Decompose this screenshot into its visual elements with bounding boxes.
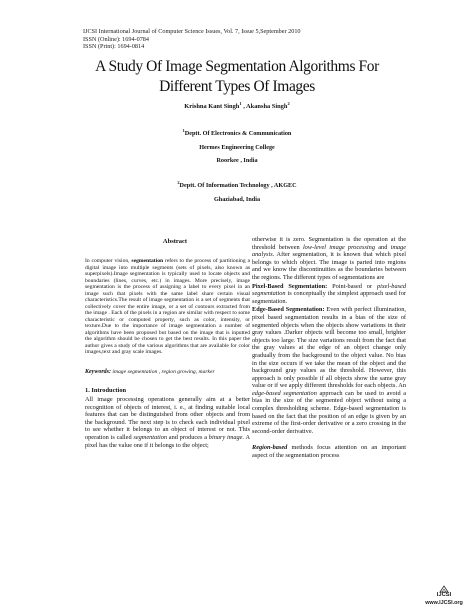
author-2: , Akansha Singh <box>241 103 288 111</box>
author-1-marker: 1 <box>239 101 242 106</box>
right-column <box>252 236 406 460</box>
affiliation-2-marker: 2 <box>177 180 180 185</box>
intro-text-mid: and produces a <box>167 433 209 441</box>
seg-text-b: and <box>374 243 391 251</box>
edge-based-paragraph <box>252 306 406 435</box>
intro-text-end: . A pixel has the value one if it belongs to the object; <box>85 433 250 449</box>
intro-text-start: All image processing operations generally aim at a better recognition of objects of interest, i. e., at finding suitable local features that can be distinguished from other objects and from the background. The next step is to check each individual pixel to see whether it belongs to an object of interest or not. This operation is called <box>85 396 250 441</box>
pixel-term: pixel-based segmentation <box>252 282 406 298</box>
title-line-1: A Study Of Image Segmentation Algorithms For <box>95 58 379 75</box>
author-2-marker: 2 <box>287 101 290 106</box>
affiliation-1 <box>0 124 474 168</box>
author-line <box>0 101 474 110</box>
title-line-2: Different Types Of Images <box>159 78 315 95</box>
seg-text-a: otherwise it is zero. Segmentation is the operation at the threshold between <box>252 236 406 251</box>
edge-text-b: approach can be used to avoid a bias in the size of the segmented object without using a complex thresholding scheme. Edge-based segmentation is based on the fact that the position of an edge is given by an extreme of the first-order derivative or a zero crossing in the second-order derivative. <box>252 389 406 435</box>
edge-based-heading: Edge-Based Segmentation: <box>252 306 325 314</box>
region-based-heading: Region-based <box>252 444 288 452</box>
ijcsi-logo <box>420 585 468 609</box>
logo-url: www.IJCSI.org <box>425 600 463 606</box>
keywords-value: image segmentation , region growing, marker <box>111 368 215 375</box>
abstract-heading: Abstract <box>162 238 188 245</box>
region-text: methods focus attention on an important aspect of the segmentation process <box>252 444 406 460</box>
paper-title <box>0 57 474 97</box>
segmentation-paragraph <box>252 236 406 282</box>
introduction-heading: 1. Introduction <box>85 387 127 394</box>
pixel-text-a: Point-based or <box>327 282 377 290</box>
edge-text-a: Even with perfect illumination, pixel based segmentation results in a bias of the size of segmented objects when the objects show variations in their gray values .Darker objects will become too small, brighter objects too large. The size variations result from the fact that the gray values at the edge of an object change only gradually from the background to the object value. No bias in the size occurs if we take the mean of the object and the background gray values as the threshold. However, this approach is only possible if all objects show the same gray value or if we apply different thresholds for each objects. An <box>252 306 406 390</box>
keywords-label: Keywords: <box>85 368 111 375</box>
intro-term-binary-image: binary image <box>208 433 243 441</box>
author-1: Krishna Kant Singh <box>184 103 240 111</box>
left-column <box>85 238 265 449</box>
edge-term: edge-based segmentation <box>252 389 317 397</box>
region-based-paragraph <box>252 444 406 459</box>
affiliation-1-city: Roorkee , India <box>216 157 258 165</box>
issn-online: ISSN (Online): 1694-0784 <box>83 35 149 43</box>
affiliation-1-marker: 1 <box>182 128 185 133</box>
pixel-based-heading: Pixel-Based Segmentation: <box>252 282 328 290</box>
affiliation-2 <box>0 176 474 206</box>
abstract-term: segmentation <box>131 258 164 264</box>
affiliation-1-dept: Deptt. Of Electronics & Communication <box>184 130 292 138</box>
pixel-text-b: is conceptually the simplest approach used for segmentation. <box>252 290 406 305</box>
abstract-text <box>85 258 250 356</box>
affiliation-1-college: Hermes Engineering College <box>199 143 275 151</box>
abstract-text-rest: refers to the process of partitioning a digital image into multiple segments (sets of pixels, also known as superpixels).Image segmentation is typically used to locate objects and boundaries (lines, curves, etc.) in images. More precisely, image segmentation is the process of assigning a label to every pixel in an image such that pixels with the same label share certain visual characteristics.The result of image segmentation is a set of segments that collectively cover the entire image, or a set of contours extracted from the image . Each of the pixels in a region are similar with respect to some characteristic or computed property, such as color, intensity, or texture.Due to the importance of image segmentation a number of algorithms have been proposed but based on the image that is inputted the algorithm should be chosen to get the best results. In this paper the author gives a study of the various algorithms that are available for color images,text and gray scale images. <box>85 258 250 355</box>
seg-term-analysis: image analysis <box>252 243 406 259</box>
abstract-text-start: In computer vision, <box>85 258 132 264</box>
intro-term-segmentation: segmentation <box>133 433 167 441</box>
journal-header <box>83 28 301 51</box>
journal-citation: IJCSI International Journal of Computer Science Issues, Vol. 7, Issue 5,September 2010 <box>83 28 301 35</box>
issn-print: ISSN (Print): 1694-0814 <box>83 43 145 51</box>
pixel-based-paragraph <box>252 283 406 306</box>
logo-name: IJCSI <box>436 592 452 598</box>
keywords <box>85 369 250 376</box>
seg-term-low-level: low-level image processing <box>302 243 375 251</box>
affiliation-2-dept: Deptt. Of Information Technology , AKGEC <box>179 182 297 190</box>
seg-text-c: . After segmentation, it is known that which pixel belongs to which object. The image is parted into regions and we know the discontinuities as the boundaries between the regions. The different types of segmentations are <box>252 251 406 281</box>
affiliation-2-city: Ghaziabad, India <box>213 195 261 203</box>
introduction-text <box>85 396 250 449</box>
